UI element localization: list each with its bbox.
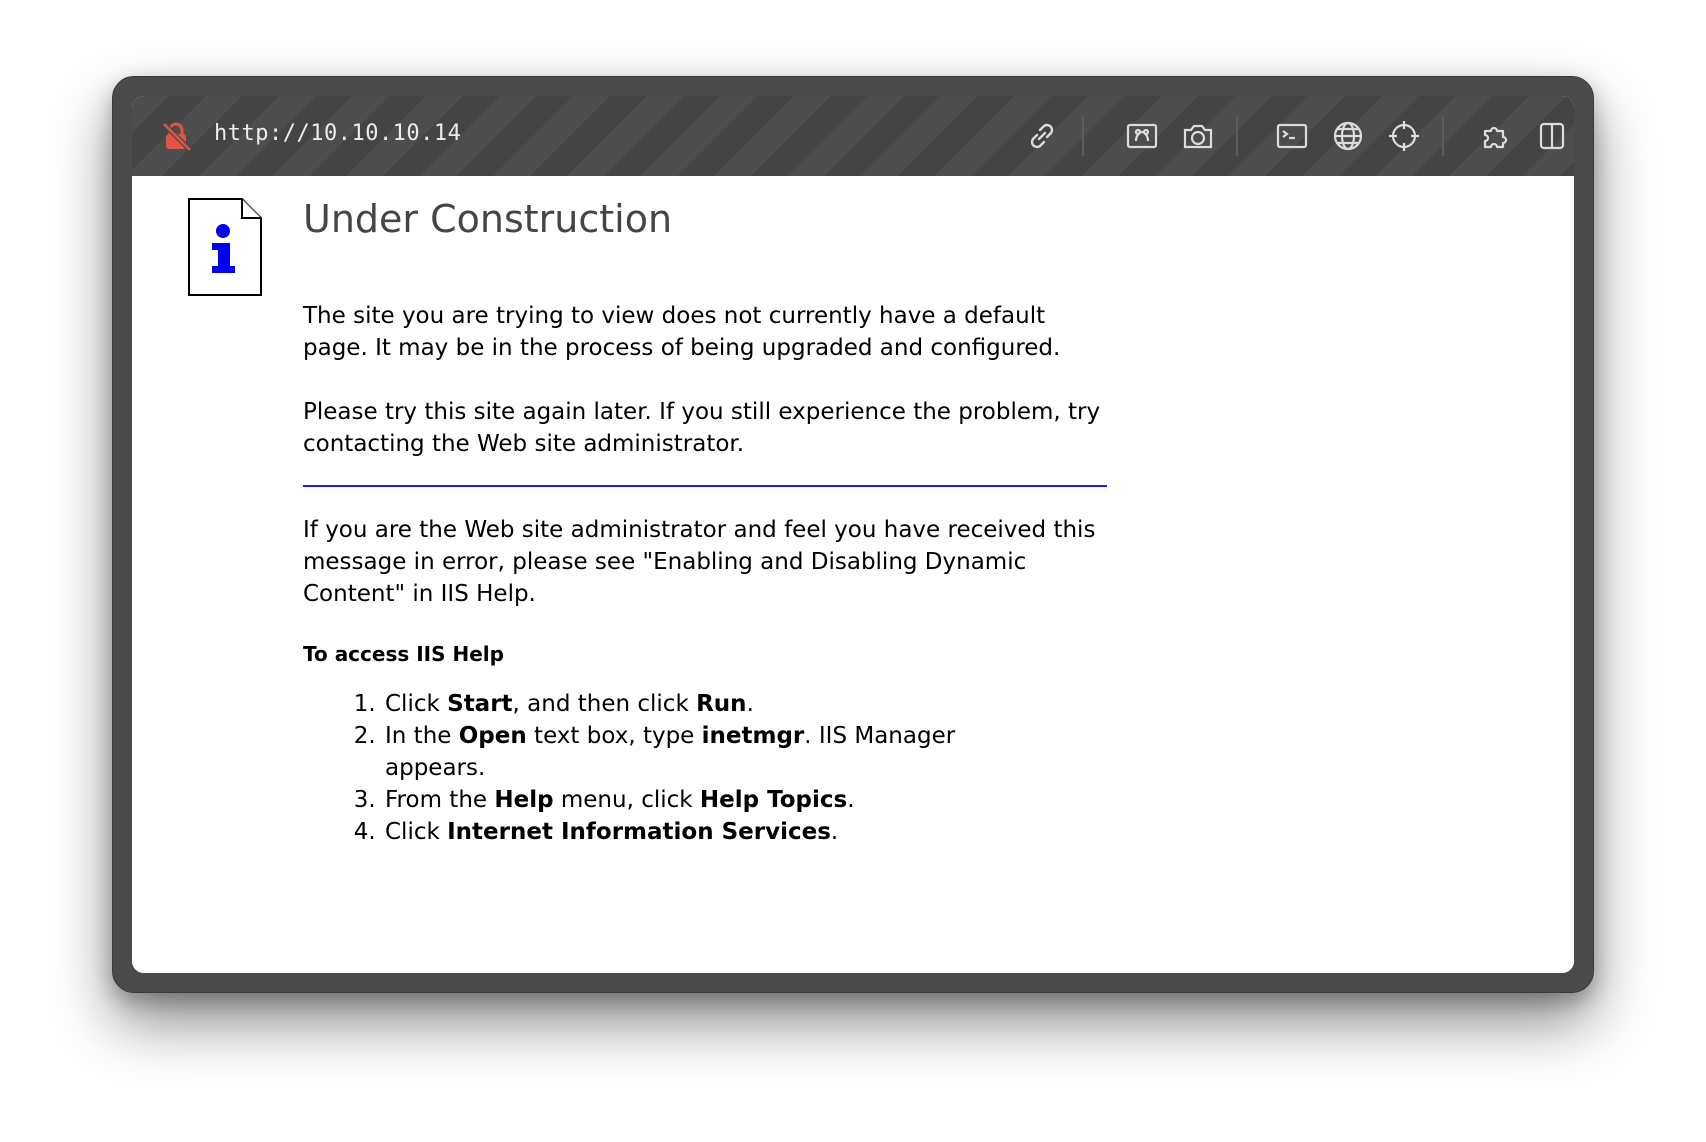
puzzle-icon[interactable] [1476,116,1516,156]
browser-toolbar [132,96,1574,176]
sidebar-icon[interactable] [1532,116,1572,156]
page-title: Under Construction [303,197,673,241]
intro-paragraph: The site you are trying to view does not currently have a default page. It may be in the process of being upgraded and configured. [303,303,1061,361]
horizontal-rule [303,485,1107,487]
toolbar-separator [1082,116,1084,156]
camera-icon[interactable] [1178,116,1218,156]
browser-frame [132,96,1574,973]
crosshair-icon[interactable] [1384,116,1424,156]
link-icon[interactable] [1022,116,1062,156]
globe-icon[interactable] [1328,116,1368,156]
retry-paragraph: Please try this site again later. If you still experience the problem, try contacting the Web site administrator. [303,399,1101,457]
terminal-icon[interactable] [1272,116,1312,156]
help-heading: To access IIS Help [303,642,504,666]
help-steps-list [303,688,1023,848]
list-item: 3. From the Help menu, click Help Topics. [383,784,1023,816]
list-item: 4. Click Internet Information Services. [383,816,1023,848]
list-item: 1. Click Start, and then click Run. [383,688,1023,720]
url-bar[interactable]: http://10.10.10.14 [214,121,462,146]
toolbar-separator [1442,116,1444,156]
admin-paragraph: If you are the Web site administrator and feel you have received this message in error, please see "Enabling and Disabling Dynamic Content" in IIS Help. [303,517,1096,607]
page-content [132,176,1574,973]
picture-icon[interactable] [1122,116,1162,156]
toolbar-separator [1236,116,1238,156]
browser-window [112,76,1594,993]
list-item: 2. In the Open text box, type inetmgr. IIS Manager appears. [383,720,1023,784]
message-column [303,196,1113,845]
lock-slash-icon[interactable] [160,120,194,152]
info-document-icon [188,198,262,296]
